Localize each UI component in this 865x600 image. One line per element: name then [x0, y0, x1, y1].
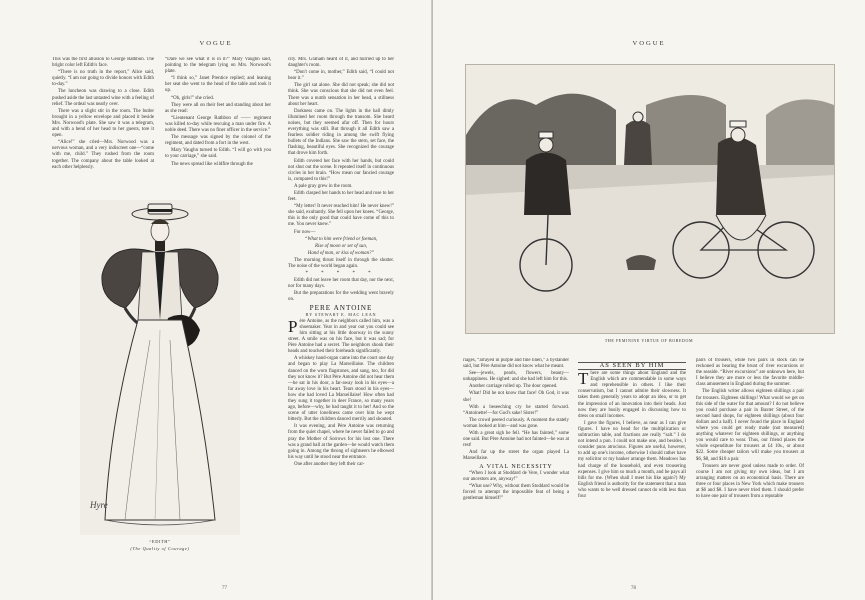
- paragraph: For now—: [294, 229, 316, 235]
- paragraph: Edith clasped her hands to her head and rose to her feet.: [288, 190, 394, 203]
- paragraph: “When I look at Stoddard de Vere, I wonder what our ancestors are, anyway!”: [463, 470, 569, 482]
- artist-signature: Hyre: [90, 500, 108, 510]
- paragraph: here are some things about England and the English which are commendable in some ways and reprehensible in others. I like their conservatism, but I cannot admire their slowness. It takes them generally years to adopt an idea, or to get the impression of an innovation into their heads. Just now they are busily engaged in discussing how to dress on small incomes.: [578, 371, 686, 419]
- paragraph: pairs of trousers, while two pairs in stock can be reckoned as bearing the brunt of river excursions or the seaside. “River excursions” are unknown here, but I believe they are more or less the favorite middle-class amusement in England during the summer.: [696, 358, 804, 388]
- paragraph: Darkness came on. The lights in the hall dimly illumined her room through the transom. She heard noises, but they seemed afar off. Then for hours everything was still. But through it all Edith saw a fearless soldier riding in among the swift flying bullets of the Indians. She saw the stern, set face, the flashing, beautiful eyes. She recognized the courage that drove him forth.: [288, 108, 394, 157]
- cyclists-drawing: [466, 65, 834, 333]
- paragraph: city. Mrs. Graham heard of it, and hurried up to her daughter's room.: [288, 57, 394, 69]
- paragraph: A pale gray grew in the room.: [294, 183, 353, 189]
- paragraph: “What use? Why, without them Stoddard would be forced to attempt the impossible feat of being a gentleman himself!”: [463, 483, 569, 501]
- paragraph: “My letter! It never reached him! He never knew!” she said, exultantly. She fell upon her knees. “George, this is the only good that could have come of this to me. You never knew.”: [288, 204, 394, 228]
- verse-line: “What to him were friend or foeman,: [304, 236, 378, 242]
- verse-line: Rise of moon or set of sun,: [314, 243, 368, 249]
- paragraph: The girl sat alone. She did not speak; she did not think. She was conscious that she did not even feel. There was a numb sensation in her head, a stillness about her heart.: [288, 83, 394, 107]
- running-head: VOGUE: [199, 40, 233, 47]
- paragraph: The message was signed by the colonel of the regiment, and dated from a fort in the west.: [165, 135, 271, 147]
- right-column-2: [578, 362, 686, 582]
- paragraph: They were all on their feet and standing about her as she read:: [165, 102, 271, 114]
- page-number: 78: [631, 586, 636, 591]
- paragraph: Another carriage rolled up. The door opened.: [469, 384, 558, 390]
- paragraph: Edith covered her face with her hands, but could not shut out the scene. It repeated itself in continuous circles in her brain. “How mean our fancied courage is, compared to this!”: [288, 158, 394, 182]
- left-page: [0, 0, 432, 600]
- paragraph: But the preparations for the wedding went bravely on.: [288, 291, 394, 303]
- illustration-caption: THE FEMININE VIRTUE OF BOREDOM: [604, 338, 694, 343]
- right-column-1: [463, 358, 569, 583]
- paragraph: “Oh, girls!” she cried.: [171, 95, 215, 101]
- paragraph: It was evening, and Père Antoine was returning from the quiet chapel, where he never failed to go and pray the Mother of Sorrows for his lost one. There was a grand ball at the garden—he would watch them going in. Among the throng of sightseers he elbowed his way until he stood near the entrance.: [288, 424, 394, 460]
- drop-cap: T: [578, 369, 589, 389]
- paragraph: The news spread like wildfire through the: [171, 161, 253, 167]
- paragraph: “Lieutenant George Rathbon of —— regiment was killed to-day while rescuing a man under fire. A noble deed. There was no finer officer in the service.”: [165, 115, 271, 134]
- left-column-2: [165, 57, 271, 177]
- page-number: 77: [222, 586, 227, 591]
- verse-line: Hand of man, or kiss of woman?”: [307, 250, 375, 256]
- paragraph: Mary Vaughn turned to Edith. “I will go with you to your carriage,” she said.: [165, 148, 271, 160]
- section-title: AS SEEN BY HIM: [578, 362, 686, 370]
- paragraph: I gave the figures, I believe, as near as I can give figures. I have no head for the multiplication or subtraction table, and fractions are really “salt.” I do not intend a pun. I could not make one, and besides, I consider puns atrocious. Figures are useful, however, to add up one's income, otherwise I should rather have my solicitor or my banker arrange them. Meadows has had charge of the household, and even trousering expenses. I give him so much a month, and he pays all bills for me. (When shall I meet his like again?) My English friend is authority for the statement that a man who wants to be well dressed cannot do with less than four: [578, 420, 686, 499]
- paragraph: There was a slight stir in the room. The butler brought in a yellow envelope and placed it beside Mrs. Norwood's plate. She saw it was a telegram, and with a bend of her head to her guests, tore it open.: [52, 108, 154, 139]
- paragraph: “There is no truth in the report,” Alice said, quietly. “I am not going to divide honors with Edith to-day.”: [52, 70, 154, 88]
- paragraph: riages, “arrayed in purple and fine linen,” a bystander said, but Père Antoine did not know what he meant.: [463, 358, 569, 370]
- paragraph: A whiskey hand-organ came into the court one day and began to play La Marseillaise. The children danced on the worn flagstones, and sang, too, for did they not know it? But Père Antoine did not hear them—he sat in his door, a far-away look in his eyes—a far away love in his heart. Tears stood in his eyes—how she had loved La Marseillaise! How often had they sung it together in deer France, so many years ago, before—why, he had taught it to her! And so the scene of utter loneliness came over him he wept bitterly. But the children danced merrily and shouted.: [288, 356, 394, 423]
- paragraph: The English writer allows eighteen shillings a pair for trousers. Eighteen shillings! What would we get on this side of the water for that amount? I do not believe you could purchase a pair in Baxter Street, of the second hand shops, for eighteen shillings (about four dollars and a half). I never found the place in England where you could get ready made (not measured) anything whatever for eighteen shillings, or anything you would care to wear. Thus, our friend places the whole expenditure for trousers at £4 10s., or about $22. Some cheaper tailors will make you trousers at $6, $8, and $10 a pair.: [696, 389, 804, 462]
- paragraph: The morning thrust itself in through the shutter. The noise of the world began again.: [288, 257, 394, 269]
- paragraph: “Don't come in, mother,” Edith said, “I could not bear it.”: [288, 70, 394, 82]
- paragraph: Edith did not leave her room that day, nor the next, nor for many days.: [288, 278, 394, 290]
- story-byline: BY STEWART E. MAC LEAN: [305, 311, 377, 317]
- paragraph: This was the first allusion to George Rathbon. The bright color left Edith's face.: [52, 57, 154, 69]
- section-title: A VITAL NECESSITY: [479, 463, 553, 470]
- edith-illustration: [80, 200, 240, 535]
- paragraph: “Dare we see what it is in it?” Mary Vaughn said, pointing to the telegram lying on Mrs. Norwood's plate.: [165, 57, 271, 75]
- left-column-3: [288, 57, 394, 582]
- paragraph: What! Did he not know that face! Oh God, it was she!: [463, 391, 569, 403]
- paragraph: With a great sigh he fell. “He has fainted,” some one said. But Père Antoine had not fainted—he was at rest!: [463, 431, 569, 449]
- running-head: VOGUE: [632, 40, 666, 47]
- illustration-caption: “EDITH”: [149, 539, 171, 544]
- paragraph: “I think so,” Janet Prentice replied; and leaning her seat she went to the head of the table and took it up.: [165, 76, 271, 94]
- paragraph: ère Antoine, as the neighbors called him, was a shoemaker. Year in and year out you could see him sitting at his little doorway in the sunny street. A smile was on his face, but it was sad; for Père Antoine had a secret. The neighbors shook their heads and touched their foreheads significantly.: [288, 318, 394, 355]
- woman-figure-drawing: [80, 200, 240, 535]
- paragraph: “Alice!” she cried—Mrs. Norwood was a nervous woman, and a very indiscreet one—“come with me, child.” They rushed from the room together. The company about the table looked at each other helplessly.: [52, 140, 154, 170]
- paragraph: And far up the street the organ played La Marseillaise.: [463, 450, 569, 462]
- cycling-illustration: [465, 64, 835, 334]
- right-page: [433, 0, 865, 600]
- paragraph: Trousers are never good unless made to order. Of course I am not giving my own ideas, but I am arranging matters on an economical basis. There are three or four places in New York which make trousers at $6 and $8. I have never tried them. I should prefer to have one pair of trousers from a reputable: [696, 463, 804, 500]
- illustration-subcaption: (The Quality of Courage): [130, 546, 190, 551]
- paragraph: One after another they left their car-: [294, 461, 365, 467]
- paragraph: The crowd peered curiously. A moment the stately woman looked at him—and was gone.: [463, 417, 569, 429]
- paragraph: The luncheon was drawing to a close. Edith pushed aside the last untasted wine with a feeling of relief. The ordeal was nearly over.: [52, 89, 154, 107]
- paragraph: With a beseeching cry he started forward. “Antoinette!—for God's sake! Sister!”: [463, 404, 569, 416]
- story-title: PERE ANTOINE: [309, 303, 373, 312]
- paragraph: See—jewels, pearls, flowers, beauty—unhappiness. He sighed: and she had left him for this.: [463, 371, 569, 383]
- drop-cap: P: [288, 316, 298, 336]
- section-break: * * * * *: [305, 271, 377, 277]
- left-column-1: [52, 57, 154, 177]
- right-column-3: [696, 358, 804, 583]
